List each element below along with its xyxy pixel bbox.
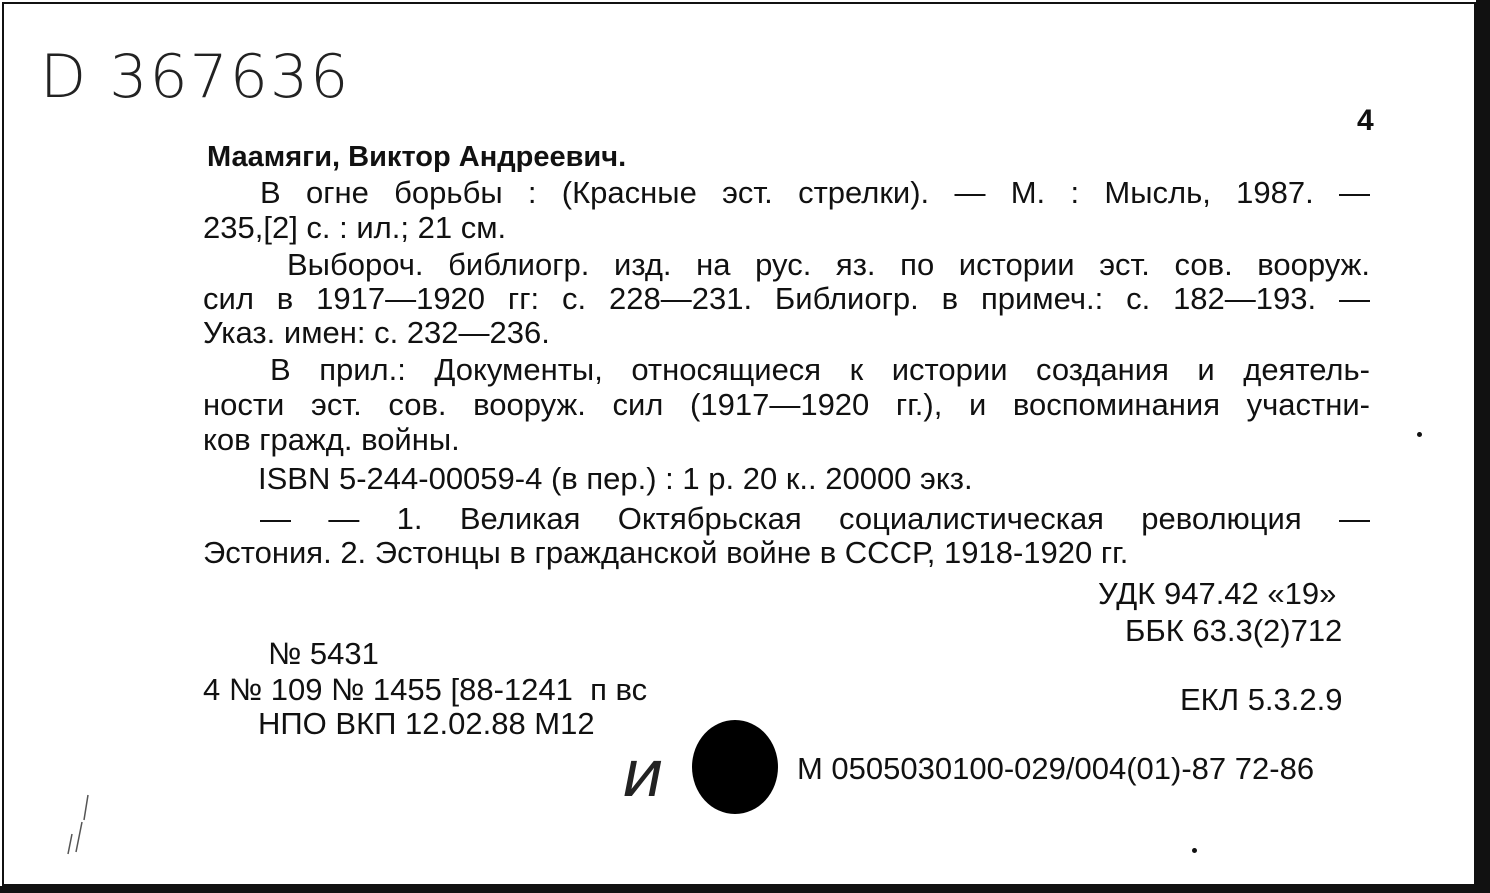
publication-code: М 0505030100-029/004(01)-87 72-86 — [797, 751, 1315, 786]
card-number: 4 — [1357, 104, 1374, 137]
speck-2 — [1192, 848, 1197, 853]
note-bibliography-3: Указ. имен: с. 232—236. — [203, 315, 550, 350]
subjects-line-1: — — 1. Великая Октябрьская социалистическая революция — — [260, 501, 1370, 536]
handwritten-scrawl: и — [622, 738, 664, 812]
ekl-code: ЕКЛ 5.3.2.9 — [1180, 682, 1343, 717]
isbn-line: ISBN 5-244-00059-4 (в пер.) : 1 р. 20 к.. 20000 экз. — [258, 461, 973, 496]
note-appendix-3: ков гражд. войны. — [203, 422, 460, 457]
collation-line: 235,[2] с. : ил.; 21 см. — [203, 210, 507, 245]
note-appendix-2: ности эст. сов. вооруж. сил (1917—1920 гг.), и воспоминания участни- — [203, 387, 1370, 422]
bbk-code: ББК 63.3(2)712 — [1125, 613, 1343, 648]
udk-code: УДК 947.42 «19» — [1098, 576, 1337, 611]
card-edge-bottom — [0, 886, 1490, 893]
handwritten-catalog-number: D 367636 — [40, 42, 351, 112]
pencil-mark — [58, 790, 98, 860]
print-number: № 5431 — [268, 636, 379, 671]
note-bibliography-1: Выбороч. библиогр. изд. на рус. яз. по истории эст. сов. вооруж. — [287, 247, 1370, 282]
note-appendix-1: В прил.: Документы, относящиеся к истории создания и деятель- — [270, 352, 1370, 387]
speck-1 — [1417, 432, 1422, 437]
print-info-line-1: 4 № 109 № 1455 [88-1241 п вс — [203, 672, 648, 707]
title-line: В огне борьбы : (Красные эст. стрелки). — М. : Мысль, 1987. — — [260, 175, 1370, 210]
note-bibliography-2: сил в 1917—1920 гг: с. 228—231. Библиогр. в примеч.: с. 182—193. — — [203, 281, 1370, 316]
ink-stamp-blot — [692, 720, 778, 814]
print-info-line-2: НПО ВКП 12.02.88 М12 — [258, 706, 595, 741]
subjects-line-2: Эстония. 2. Эстонцы в гражданской войне в СССР, 1918-1920 гг. — [203, 535, 1129, 570]
card-edge-right — [1476, 0, 1490, 893]
author-heading: Маамяги, Виктор Андреевич. — [207, 141, 627, 173]
